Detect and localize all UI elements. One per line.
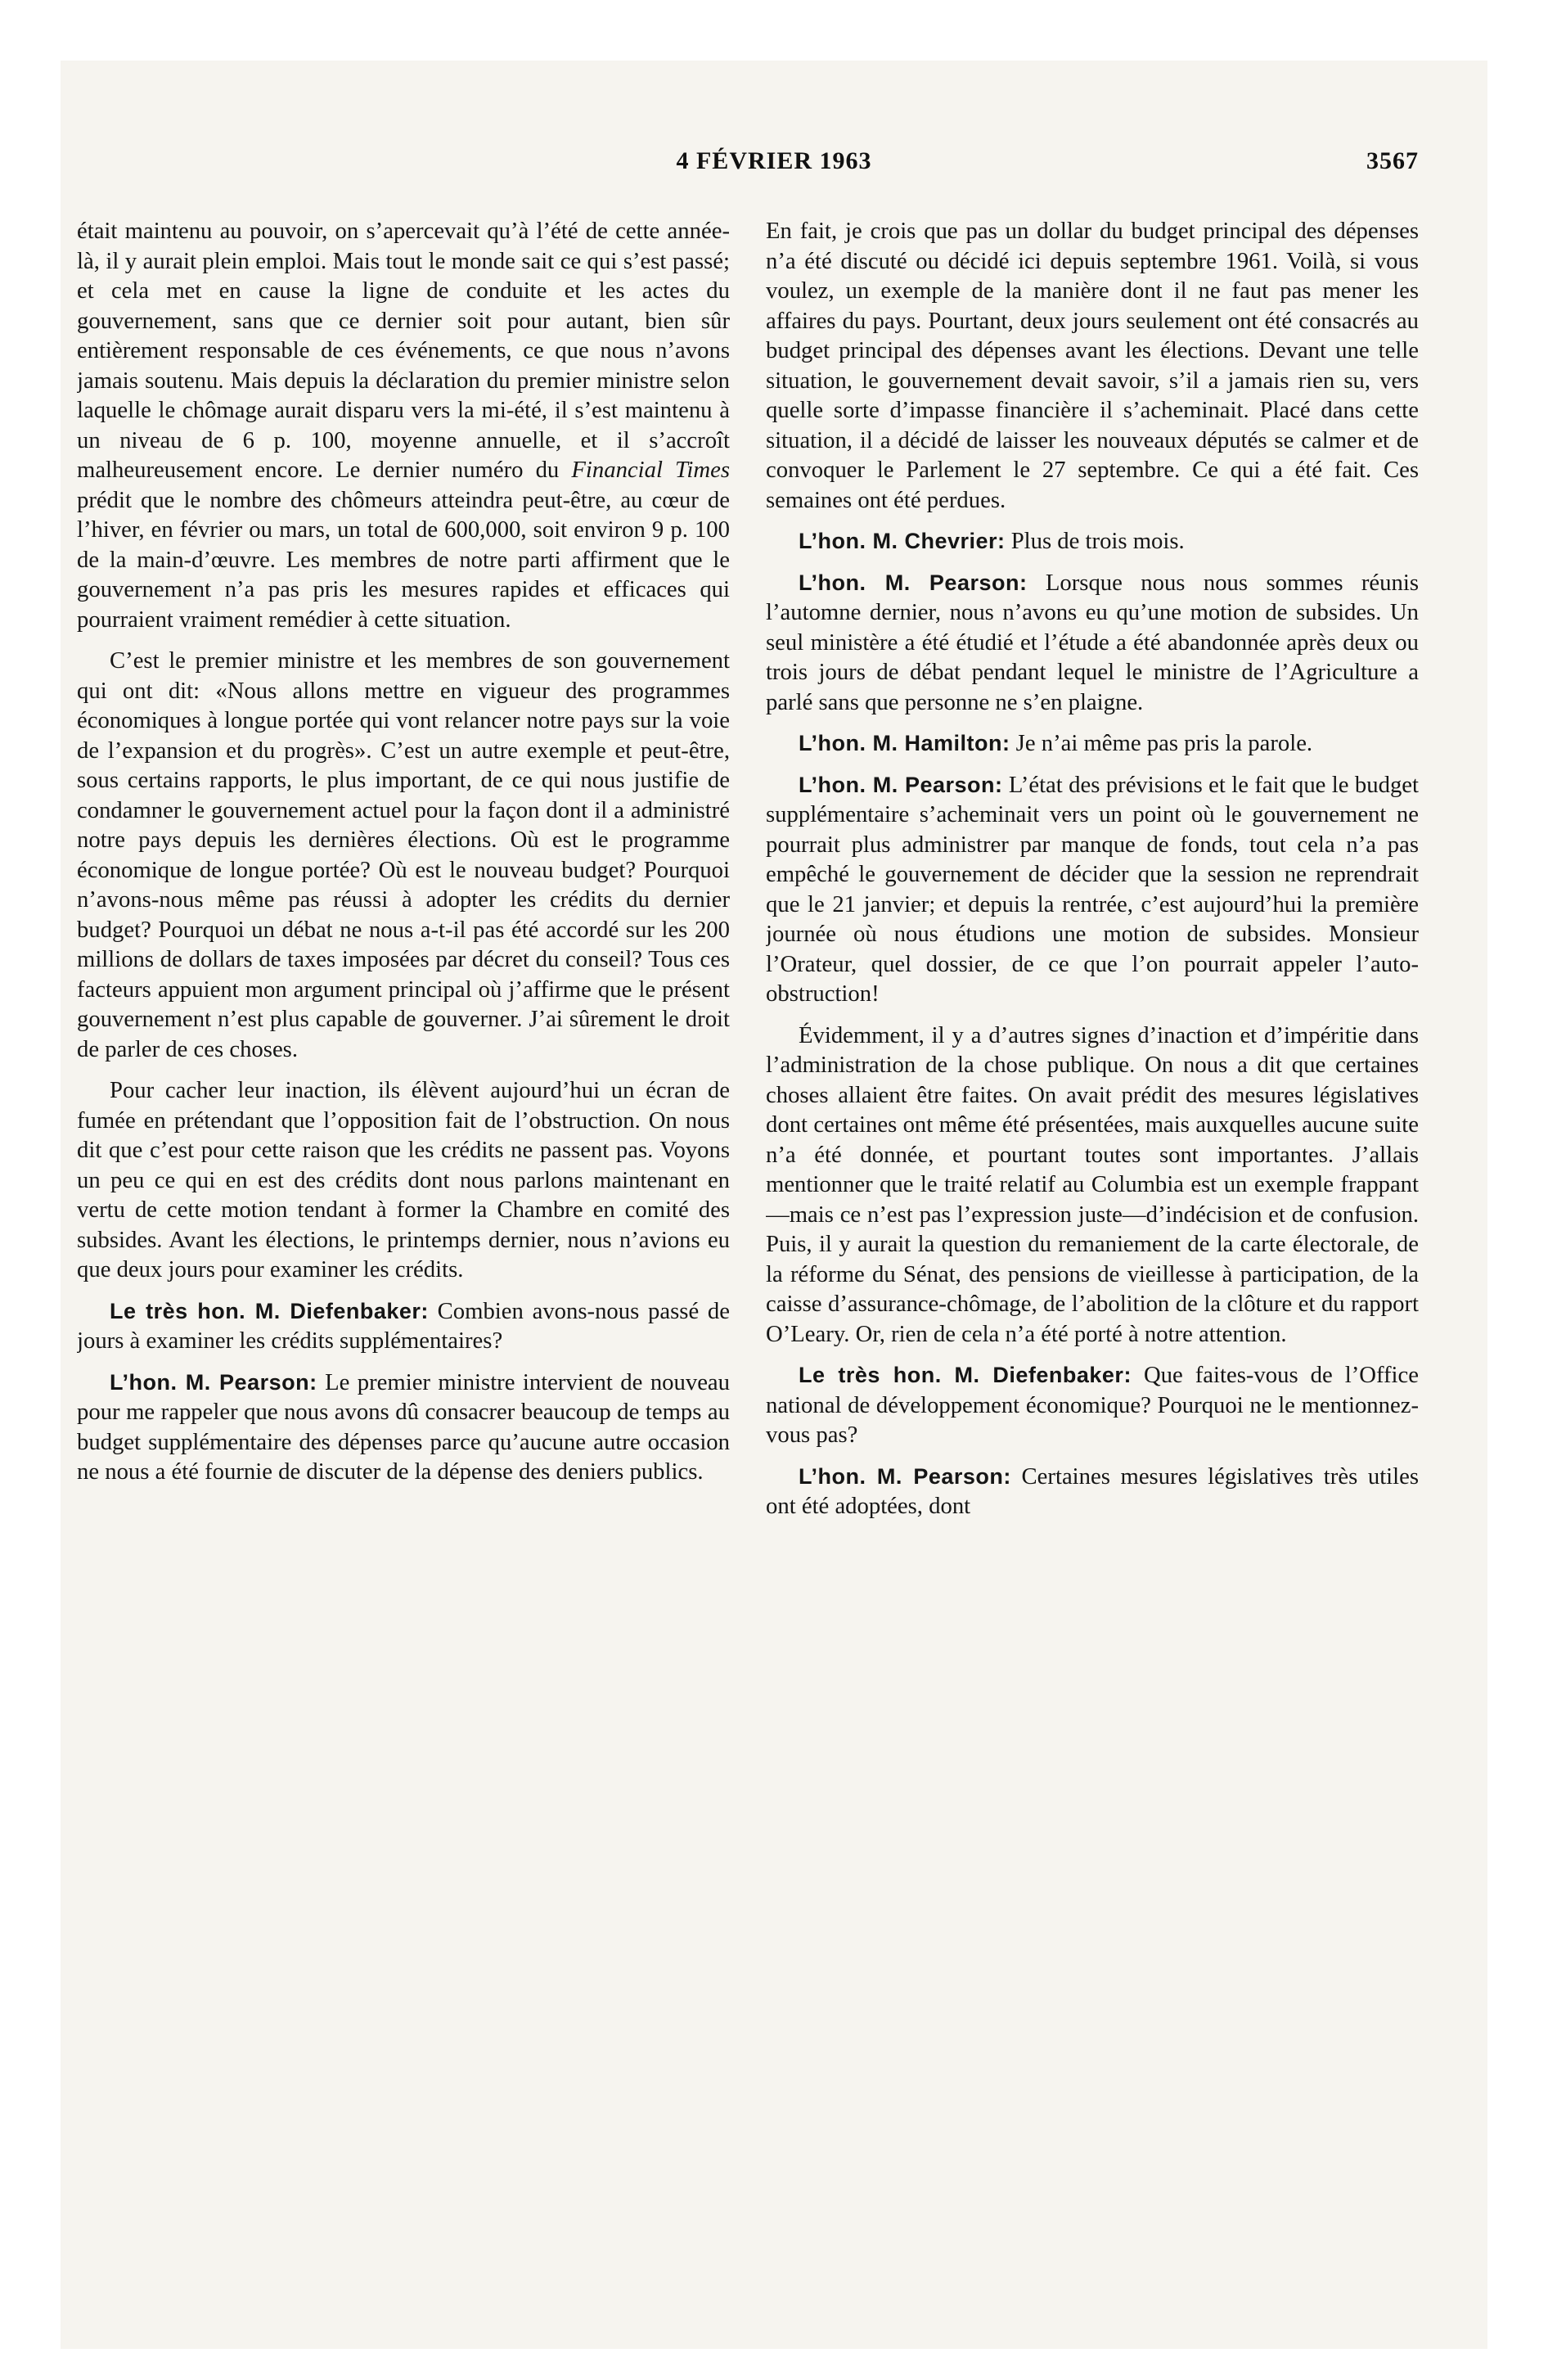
speaker-name: L’hon. M. Pearson: (110, 1369, 317, 1395)
speaker-name: Le très hon. M. Diefenbaker: (799, 1363, 1132, 1387)
paragraph (77, 216, 730, 634)
scanned-page (61, 61, 1487, 2349)
paragraph: Évidemment, il y a d’autres signes d’inaction et d’impéritie dans l’administration de la chose publique. On nous a dit que certaines choses allaient être faites. On avait prédit des mesures législatives dont certaines ont même été présentées, mais auxquelles aucune suite n’a été donnée, et pourtant toutes sont importantes. J’allais mentionner que le traité relatif au Columbia est un exemple frappant —mais ce n’est pas l’expression juste—d’indécision et de confusion. Puis, il y aurait la question du remaniement de la carte électorale, de la réforme du Sénat, des pensions de vieillesse à participation, de la caisse d’assurance-chômage, de l’abolition de la clôture et du rapport O’Leary. Or, rien de cela n’a été porté à notre attention. (766, 1021, 1419, 1347)
speech-pearson (766, 770, 1419, 1009)
left-column (77, 216, 730, 2295)
speech-text: Le premier ministre intervient de nouveau pour me rappeler que nous avons dû consacrer beaucoup de temps au budget supplémentaire des dépenses parce qu’aucune autre occasion ne nous a été fournie de discuter de la dépense des deniers publics. (77, 1368, 730, 1485)
paragraph-text: était maintenu au pouvoir, on s’apercevait qu’à l’été de cette année-là, il y aurait plein emploi. Mais tout le monde sait ce qui s’est passé; et cela met en cause la ligne de conduite et les actes du gouvernement, sans que ce dernier soit pour autant, bien sûr entièrement responsable de ces événements, ce que nous n’avons jamais soutenu. Mais depuis la déclaration du premier ministre selon laquelle le chômage aurait disparu vers la mi-été, il s’est maintenu à un niveau de 6 p. 100, moyenne annuelle, et il s’accroît malheureusement encore. Le dernier numéro du (77, 218, 730, 483)
speaker-name: L’hon. M. Hamilton: (799, 731, 1010, 755)
speech-text: Certaines mesures législatives très utiles ont été adoptées, dont (766, 1463, 1419, 1519)
paragraph: Pour cacher leur inaction, ils élèvent aujourd’hui un écran de fumée en prétendant que l’opposition fait de l’obstruction. On nous dit que c’est pour cette raison que les crédits ne passent pas. Voyons un peu ce qui en est des crédits dont nous parlons maintenant en vertu de cette motion tendant à former la Chambre en comité des subsides. Avant les élections, le printemps dernier, nous n’avions eu que deux jours pour examiner les crédits. (77, 1077, 730, 1282)
header-date: 4 FÉVRIER 1963 (676, 147, 872, 174)
speech-text: Combien avons-nous passé de jours à examiner les crédits supplémentaires? (77, 1297, 730, 1354)
text-columns (77, 216, 1419, 2295)
speech-chevrier (766, 526, 1419, 557)
speech-text: Plus de trois mois. (1010, 528, 1185, 554)
page-number: 3567 (1366, 147, 1419, 174)
publication-title: Financial Times (571, 457, 730, 483)
speaker-name: L’hon. M. Pearson: (799, 772, 1003, 797)
paragraph-text: prédit que le nombre des chômeurs atteindra peut-être, au cœur de l’hiver, en février ou mars, un total de 600,000, soit environ 9 p. 100 de la main-d’œuvre. Les membres de notre parti affirment que le gouvernement n’a pas pris les mesures rapides et efficaces qui pourraient vraiment remédier à cette situation. (77, 486, 730, 633)
speaker-name: L’hon. M. Pearson: (799, 1463, 1011, 1489)
paragraph: En fait, je crois que pas un dollar du budget principal des dépenses n’a été discuté ou décidé ici depuis septembre 1961. Voilà, si vous voulez, un exemple de la manière dont il ne faut pas mener les affaires du pays. Pourtant, deux jours seulement ont été consacrés au budget principal des dépenses avant les élections. Devant une telle situation, le gouvernement devait savoir, s’il a jamais rien su, vers quelle sorte d’impasse financière il s’acheminait. Placé dans cette situation, il a décidé de laisser les nouveaux députés se calmer et de convoquer le Parlement le 27 septembre. Ce qui a été fait. Ces semaines ont été perdues. (766, 218, 1419, 513)
speech-text: Lorsque nous nous sommes réunis l’automne dernier, nous n’avons eu qu’une motion de subsides. Un seul ministère a été étudié et l’étude a été abandonnée après deux ou trois jours de débat pendant lequel le ministre de l’Agriculture a parlé sans que personne ne s’en plaigne. (766, 569, 1419, 715)
speech-text: Que faites-vous de l’Office national de développement économique? Pourquoi ne le mentionnez-vous pas? (766, 1362, 1419, 1448)
right-column (766, 216, 1419, 2295)
speech-text: Je n’ai même pas pris la parole. (1015, 730, 1313, 756)
speech-pearson (77, 1368, 730, 1487)
speech-diefenbaker (766, 1360, 1419, 1450)
speaker-name: L’hon. M. Chevrier: (799, 529, 1006, 553)
speech-text: L’état des prévisions et le fait que le budget supplémentaire s’acheminait vers un point où le gouvernement ne pourrait plus administrer par manque de fonds, tout cela n’a pas empêché le gouvernement de décider que la session ne reprendrait que le 21 janvier; et depuis la rentrée, c’est aujourd’hui la première journée où nous étudions une motion de subsides. Monsieur l’Orateur, quel dossier, de ce que l’on pourrait appeler l’auto-obstruction! (766, 771, 1419, 1007)
speech-diefenbaker (77, 1296, 730, 1356)
speech-pearson (766, 568, 1419, 718)
speaker-name: Le très hon. M. Diefenbaker: (110, 1298, 429, 1323)
speech-pearson (766, 1462, 1419, 1521)
speech-hamilton (766, 728, 1419, 759)
speaker-name: L’hon. M. Pearson: (799, 570, 1028, 595)
page-header (61, 147, 1487, 183)
paragraph: C’est le premier ministre et les membres de son gouvernement qui ont dit: «Nous allons mettre en vigueur des programmes économiques à longue portée qui vont relancer notre pays sur la voie de l’expansion et du progrès». C’est un autre exemple et peut-être, sous certains rapports, le plus important, de ce qui nous justifie de condamner le gouvernement actuel pour la façon dont il a administré notre pays depuis les dernières élections. Où est le programme économique de longue portée? Où est le nouveau budget? Pourquoi n’avons-nous même pas réussi à adopter les crédits du dernier budget? Pourquoi un débat ne nous a-t-il pas été accordé sur les 200 millions de dollars de taxes imposées par décret du conseil? Tous ces facteurs appuient mon argument principal où j’affirme que le présent gouvernement n’est plus capable de gouverner. J’ai sûrement le droit de parler de ces choses. (77, 647, 730, 1062)
